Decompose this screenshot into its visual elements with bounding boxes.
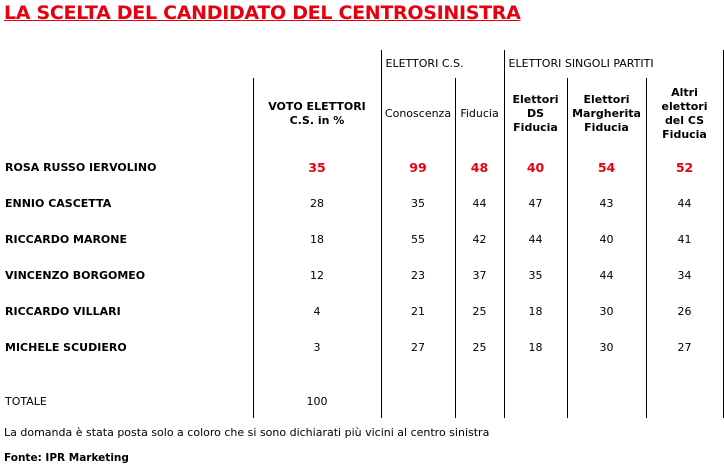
candidate-name: ENNIO CASCETTA bbox=[1, 186, 253, 222]
col-header-voto: VOTO ELETTORI C.S. in % bbox=[253, 78, 381, 150]
footnote: La domanda è stata posta solo a coloro che si sono dichiarati più vicini al centro sinistra bbox=[4, 426, 490, 439]
cell-voto: 18 bbox=[253, 222, 381, 258]
col-header-fiducia: Fiducia bbox=[455, 78, 504, 150]
cell-fiducia: 48 bbox=[455, 150, 504, 186]
cell-altri: 52 bbox=[646, 150, 723, 186]
col-header-conoscenza: Conoscenza bbox=[381, 78, 455, 150]
cell-conoscenza: 27 bbox=[381, 330, 455, 366]
candidate-name: ROSA RUSSO IERVOLINO bbox=[1, 150, 253, 186]
total-row bbox=[1, 386, 723, 418]
candidate-name: MICHELE SCUDIERO bbox=[1, 330, 253, 366]
cell-voto: 28 bbox=[253, 186, 381, 222]
table-row bbox=[1, 258, 723, 294]
total-value: 100 bbox=[253, 386, 381, 418]
group-elettori-singoli-partiti: ELETTORI SINGOLI PARTITI bbox=[504, 50, 723, 78]
table-row bbox=[1, 330, 723, 366]
cell-conoscenza: 21 bbox=[381, 294, 455, 330]
cell-margherita: 40 bbox=[567, 222, 646, 258]
candidate-name: RICCARDO VILLARI bbox=[1, 294, 253, 330]
cell-altri: 27 bbox=[646, 330, 723, 366]
col-header-ds: Elettori DS Fiducia bbox=[504, 78, 567, 150]
source-credit: Fonte: IPR Marketing bbox=[4, 452, 129, 464]
cell-ds: 35 bbox=[504, 258, 567, 294]
cell-conoscenza: 23 bbox=[381, 258, 455, 294]
cell-margherita: 30 bbox=[567, 294, 646, 330]
candidate-name: VINCENZO BORGOMEO bbox=[1, 258, 253, 294]
table-row bbox=[1, 150, 723, 186]
cell-margherita: 30 bbox=[567, 330, 646, 366]
cell-conoscenza: 55 bbox=[381, 222, 455, 258]
cell-voto: 35 bbox=[253, 150, 381, 186]
cell-margherita: 43 bbox=[567, 186, 646, 222]
cell-ds: 18 bbox=[504, 294, 567, 330]
col-header-margherita: Elettori Margherita Fiducia bbox=[567, 78, 646, 150]
cell-ds: 44 bbox=[504, 222, 567, 258]
group-header-row bbox=[1, 50, 723, 78]
cell-ds: 47 bbox=[504, 186, 567, 222]
table-row bbox=[1, 186, 723, 222]
table-row bbox=[1, 294, 723, 330]
page-title: LA SCELTA DEL CANDIDATO DEL CENTROSINISTRA bbox=[4, 2, 521, 24]
cell-voto: 12 bbox=[253, 258, 381, 294]
cell-voto: 4 bbox=[253, 294, 381, 330]
cell-altri: 26 bbox=[646, 294, 723, 330]
cell-fiducia: 42 bbox=[455, 222, 504, 258]
candidate-name: RICCARDO MARONE bbox=[1, 222, 253, 258]
cell-altri: 44 bbox=[646, 186, 723, 222]
cell-ds: 18 bbox=[504, 330, 567, 366]
cell-altri: 41 bbox=[646, 222, 723, 258]
cell-ds: 40 bbox=[504, 150, 567, 186]
poll-table bbox=[1, 50, 724, 418]
total-label: TOTALE bbox=[1, 386, 253, 418]
column-header-row bbox=[1, 78, 723, 150]
cell-fiducia: 44 bbox=[455, 186, 504, 222]
col-header-altri: Altri elettori del CS Fiducia bbox=[646, 78, 723, 150]
cell-fiducia: 37 bbox=[455, 258, 504, 294]
group-elettori-cs: ELETTORI C.S. bbox=[381, 50, 504, 78]
cell-voto: 3 bbox=[253, 330, 381, 366]
cell-margherita: 54 bbox=[567, 150, 646, 186]
cell-fiducia: 25 bbox=[455, 294, 504, 330]
table-row bbox=[1, 222, 723, 258]
cell-conoscenza: 35 bbox=[381, 186, 455, 222]
cell-conoscenza: 99 bbox=[381, 150, 455, 186]
cell-margherita: 44 bbox=[567, 258, 646, 294]
cell-altri: 34 bbox=[646, 258, 723, 294]
cell-fiducia: 25 bbox=[455, 330, 504, 366]
